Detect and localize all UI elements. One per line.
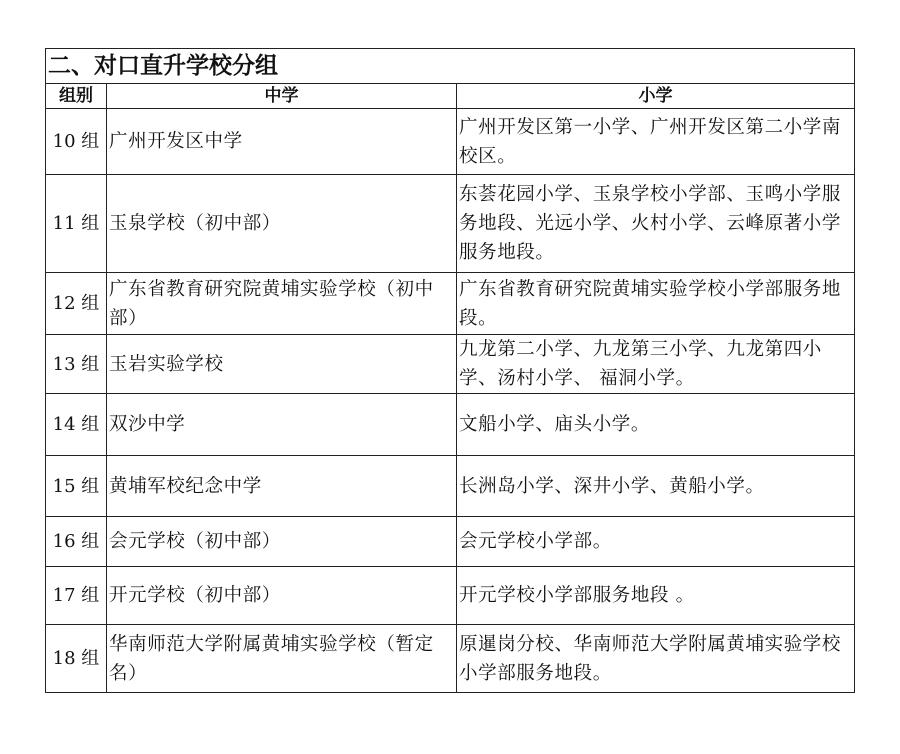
primary-school-cell: 广东省教育研究院黄埔实验学校小学部服务地段。 [457, 273, 855, 335]
title-row [46, 49, 855, 84]
middle-school-cell: 华南师范大学附属黄埔实验学校（暂定名） [107, 625, 457, 693]
table-row [46, 273, 855, 335]
primary-school-cell: 原暹岗分校、华南师范大学附属黄埔实验学校小学部服务地段。 [457, 625, 855, 693]
primary-school-cell: 会元学校小学部。 [457, 517, 855, 567]
primary-school-cell: 九龙第二小学、九龙第三小学、九龙第四小学、汤村小学、 福洞小学。 [457, 335, 855, 394]
middle-school-cell: 玉岩实验学校 [107, 335, 457, 394]
group-cell: 11 组 [46, 175, 107, 273]
table-row [46, 567, 855, 625]
section-title: 二、对口直升学校分组 [46, 49, 855, 84]
middle-school-cell: 广东省教育研究院黄埔实验学校（初中部） [107, 273, 457, 335]
header-middle-school: 中学 [107, 84, 457, 109]
primary-school-cell: 广州开发区第一小学、广州开发区第二小学南校区。 [457, 109, 855, 175]
group-cell: 18 组 [46, 625, 107, 693]
middle-school-cell: 黄埔军校纪念中学 [107, 456, 457, 517]
group-cell: 16 组 [46, 517, 107, 567]
school-grouping-table [45, 48, 855, 693]
header-row [46, 84, 855, 109]
table-row [46, 175, 855, 273]
middle-school-cell: 开元学校（初中部） [107, 567, 457, 625]
table-row [46, 625, 855, 693]
middle-school-cell: 会元学校（初中部） [107, 517, 457, 567]
primary-school-cell: 开元学校小学部服务地段 。 [457, 567, 855, 625]
primary-school-cell: 长洲岛小学、深井小学、黄船小学。 [457, 456, 855, 517]
header-group: 组别 [46, 84, 107, 109]
group-cell: 13 组 [46, 335, 107, 394]
middle-school-cell: 广州开发区中学 [107, 109, 457, 175]
header-primary-school: 小学 [457, 84, 855, 109]
group-cell: 15 组 [46, 456, 107, 517]
table-row [46, 109, 855, 175]
table-row [46, 394, 855, 456]
group-cell: 12 组 [46, 273, 107, 335]
group-cell: 10 组 [46, 109, 107, 175]
table-row [46, 456, 855, 517]
primary-school-cell: 东荟花园小学、玉泉学校小学部、玉鸣小学服务地段、光远小学、火村小学、云峰原著小学服务地段。 [457, 175, 855, 273]
primary-school-cell: 文船小学、庙头小学。 [457, 394, 855, 456]
group-cell: 14 组 [46, 394, 107, 456]
group-cell: 17 组 [46, 567, 107, 625]
table-row [46, 517, 855, 567]
table-row [46, 335, 855, 394]
middle-school-cell: 双沙中学 [107, 394, 457, 456]
middle-school-cell: 玉泉学校（初中部） [107, 175, 457, 273]
